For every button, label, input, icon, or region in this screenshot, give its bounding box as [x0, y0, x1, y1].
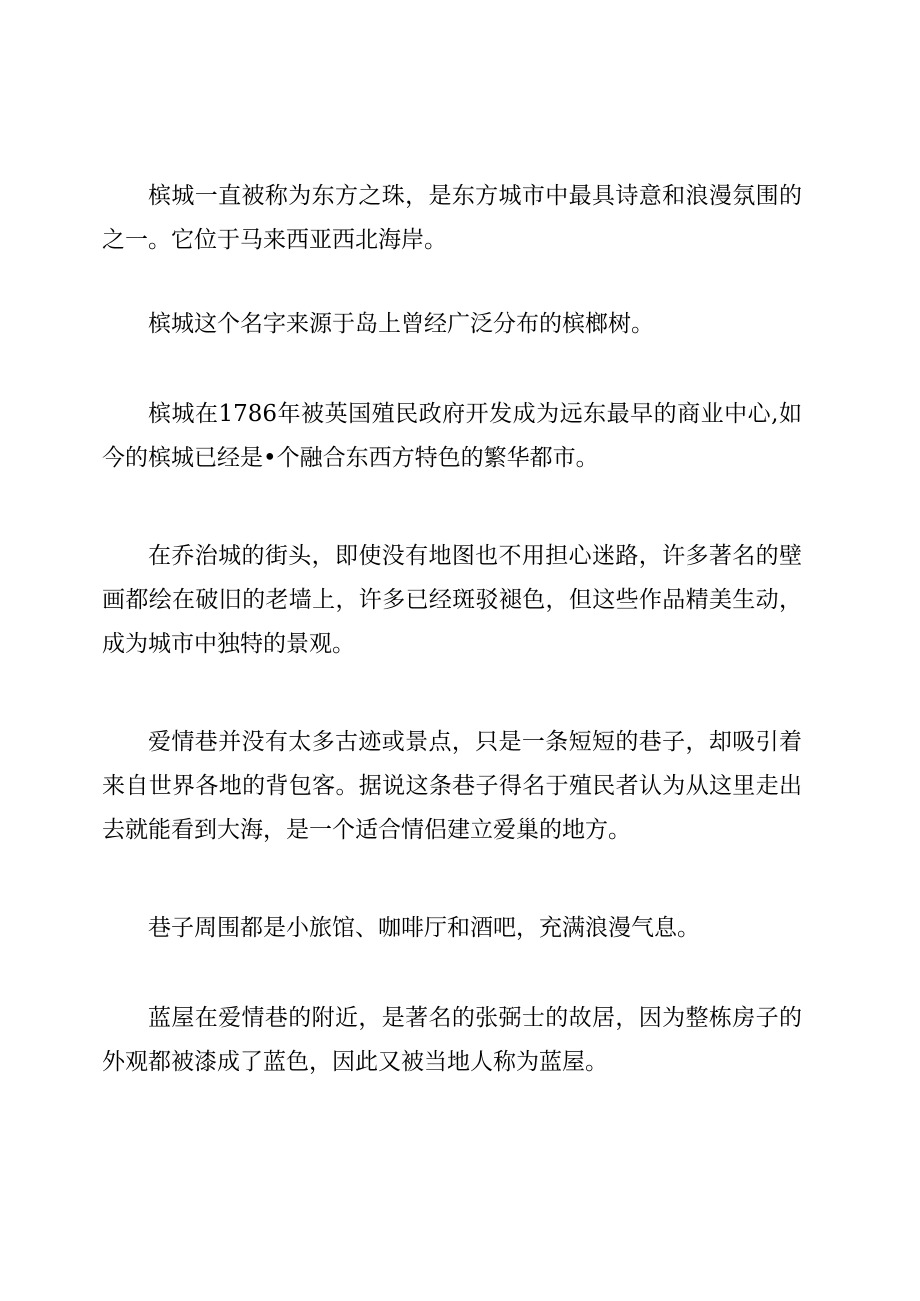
paragraph-penang-intro: 槟城一直被称为东方之珠，是东方城市中最具诗意和浪漫氛围的之一。它位于马来西亚西北海岸。	[102, 183, 802, 253]
paragraph-name-origin: 槟城这个名字来源于岛上曾经广泛分布的槟榔树。	[148, 311, 654, 337]
paragraph-blue-mansion: 蓝屋在爱情巷的附近，是著名的张弼士的故居，因为整栋房子的外观都被漆成了蓝色，因此又被当地人称为蓝屋。	[102, 1005, 802, 1075]
paragraph-history: 槟城在1786年被英国殖民政府开发成为远东最早的商业中心,如今的槟城已经是•个融合东西方特色的繁华都市。	[102, 401, 802, 471]
paragraph-lane-surroundings: 巷子周围都是小旅馆、咖啡厅和酒吧，充满浪漫气息。	[148, 915, 700, 941]
paragraph-georgetown-murals: 在乔治城的街头，即使没有地图也不用担心迷路，许多著名的壁画都绘在破旧的老墙上，许多已经斑驳褪色，但这些作品精美生动，成为城市中独特的景观。	[102, 543, 802, 657]
paragraph-love-lane: 爱情巷并没有太多古迹或景点，只是一条短短的巷子，却吸引着来自世界各地的背包客。据说这条巷子得名于殖民者认为从这里走出去就能看到大海，是一个适合情侣建立爱巢的地方。	[102, 729, 802, 843]
